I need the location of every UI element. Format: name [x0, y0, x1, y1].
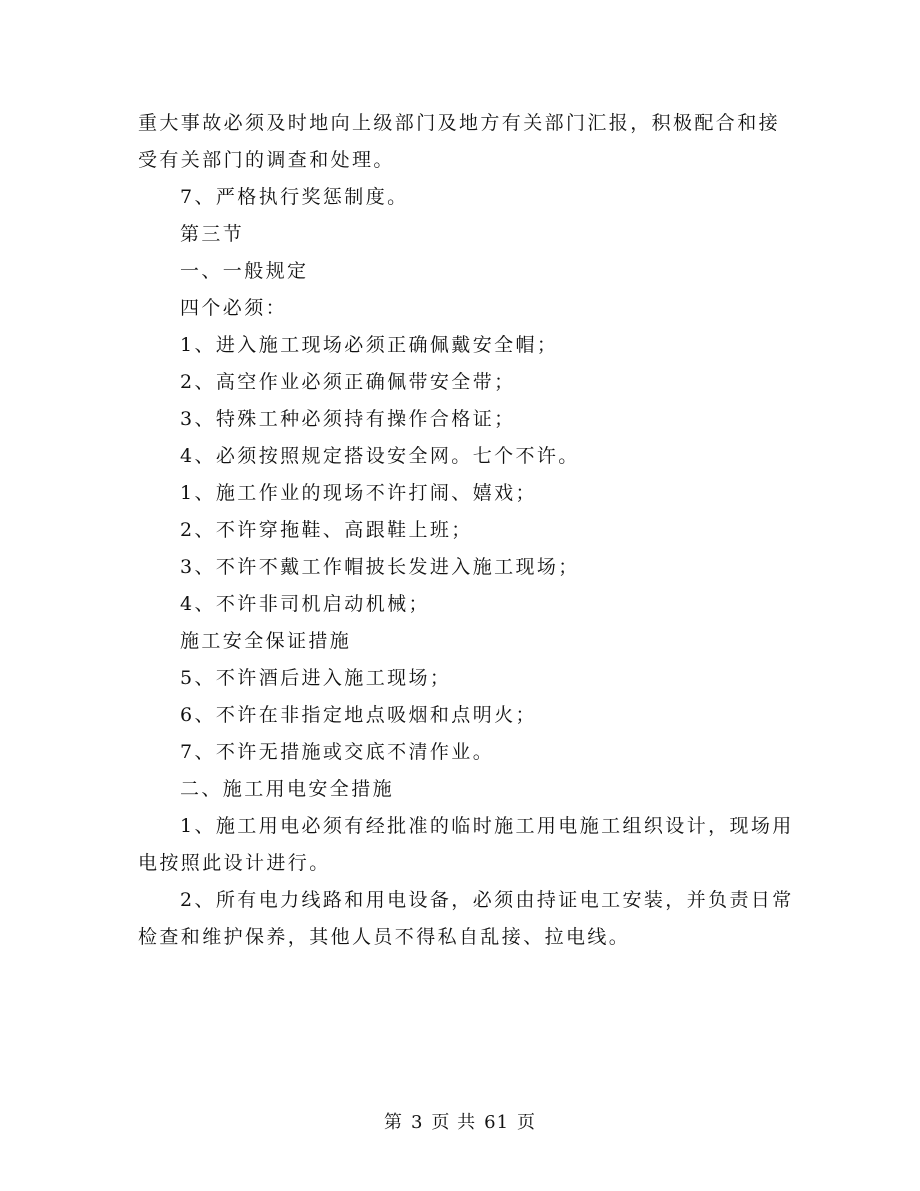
text-line: 1、施工用电必须有经批准的临时施工用电施工组织设计，现场用 [180, 815, 794, 837]
text-line: 1、施工作业的现场不许打闹、嬉戏； [180, 482, 537, 504]
text-line: 2、不许穿拖鞋、高跟鞋上班； [180, 519, 473, 541]
document-body [138, 105, 794, 956]
text-line: 3、特殊工种必须持有操作合格证； [180, 408, 516, 430]
text-line: 7、不许无措施或交底不清作业。 [180, 741, 495, 763]
footer-page-number: 3 [410, 1112, 424, 1133]
footer-middle: 页 共 [431, 1112, 477, 1133]
text-line: 2、所有电力线路和用电设备，必须由持证电工安装，并负责日常 [180, 889, 794, 911]
footer-total-pages: 61 [484, 1112, 510, 1133]
text-line: 四个必须： [180, 297, 288, 319]
text-line: 2、高空作业必须正确佩带安全带； [180, 371, 516, 393]
text-line: 重大事故必须及时地向上级部门及地方有关部门汇报，积极配合和接 [138, 112, 781, 134]
text-line: 7、严格执行奖惩制度。 [180, 186, 409, 208]
text-line: 1、进入施工现场必须正确佩戴安全帽； [180, 334, 559, 356]
text-line: 3、不许不戴工作帽披长发进入施工现场； [180, 556, 580, 578]
text-line: 4、必须按照规定搭设安全网。七个不许。 [180, 445, 580, 467]
footer-suffix: 页 [517, 1112, 537, 1133]
text-line: 施工安全保证措施 [180, 630, 352, 652]
text-line: 6、不许在非指定地点吸烟和点明火； [180, 704, 537, 726]
text-line: 5、不许酒后进入施工现场； [180, 667, 452, 689]
text-line: 一、一般规定 [180, 260, 309, 282]
page-footer [0, 1108, 920, 1138]
text-line: 检查和维护保养，其他人员不得私自乱接、拉电线。 [138, 926, 631, 948]
text-line: 4、不许非司机启动机械； [180, 593, 430, 615]
text-line: 第三节 [180, 223, 245, 245]
footer-prefix: 第 [383, 1112, 403, 1133]
text-line: 电按照此设计进行。 [138, 852, 331, 874]
text-line: 受有关部门的调查和处理。 [138, 149, 395, 171]
text-line: 二、施工用电安全措施 [180, 778, 395, 800]
